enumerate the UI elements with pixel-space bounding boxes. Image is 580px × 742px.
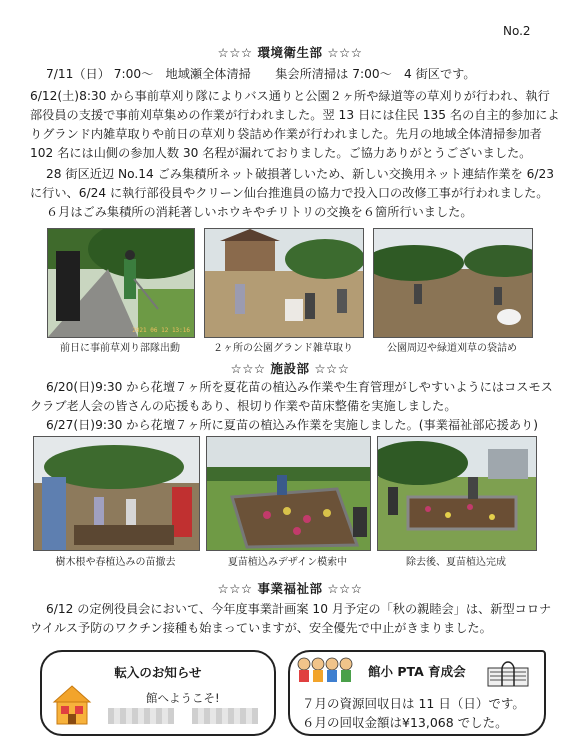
environment-paragraph-3: ６月はごみ集積所の消耗著しいホウキやチリトリの交換を６箇所行いました。 <box>46 205 473 219</box>
welfare-paragraph: 6/12 の定例役員会において、今年度事業計画案 10 月予定の「秋の親睦会」は、新型コロナウイルス予防のワクチン接種も始まっていますが、安全優先で中止がきまりました。 <box>30 602 552 635</box>
environment-paragraph-1: 6/12(土)8:30 から事前草刈り隊によりバス通りと公園２ヶ所や緑道等の草刈りが行われ、執行部役員の支援で事前刈草集めの作業が行われました。翌 13 日には住民 135 名の自主的参加によりグランド内雑草取りや前日の草刈り袋詰め作業が行われました。先月の地域全体清掃参加者 102 名には山側の参加人数 30 名程が漏れておりました。ご協力ありがとうございました。 <box>30 89 560 160</box>
photo-caption: 公園周辺や緑道刈草の袋詰め <box>387 343 517 354</box>
environment-schedule: 7/11（日） 7:00～ 地域瀬全体清掃 集会所清掃は 7:00～ 4 街区です。 <box>46 67 476 81</box>
page-number: No.2 <box>503 24 531 38</box>
photo-grass-cutting <box>47 228 195 338</box>
welfare-heading: ☆☆☆ 事業福祉部 ☆☆☆ <box>217 581 363 596</box>
welcome-text: 館へようこそ! <box>146 691 220 705</box>
notice-box <box>40 650 276 736</box>
pta-collection-date: ７月の資源回収日は 11 日（日）です。 <box>302 696 525 711</box>
notice-title: 転入のお知らせ <box>114 665 202 680</box>
environment-paragraph-2: 28 街区近辺 No.14 ごみ集積所ネット破損著しいため、新しい交換用ネット連結作業を 6/23 に行い、6/24 に執行部役員やクリーン仙台推進員の協力で投入口の改修工事が行われました。 <box>30 167 555 200</box>
pta-title: 館小 PTA 育成会 <box>368 664 466 679</box>
children-icon <box>296 656 354 686</box>
photo-timestamp: 2021 06 12 13:16 <box>132 327 190 334</box>
photo-planting-complete <box>377 436 537 551</box>
photo-caption: ２ヶ所の公園グランド雑草取り <box>213 343 353 354</box>
photo-bagging-grass <box>373 228 533 338</box>
facilities-heading: ☆☆☆ 施設部 ☆☆☆ <box>230 361 350 376</box>
facilities-paragraph-1: 6/20(日)9:30 から花壇７ヶ所を夏花苗の植込み作業や生育管理がしやすいようにはコスモスクラブ老人会の皆さんの応援もあり、根切り作業や苗床整備を実施しました。 <box>30 380 553 413</box>
redacted-name <box>192 708 258 724</box>
photo-caption: 樹木根や春植込みの苗撤去 <box>55 557 176 568</box>
photo-planting-design <box>206 436 371 551</box>
redacted-name <box>108 708 174 724</box>
facilities-paragraph-2: 6/27(日)9:30 から花壇７ヶ所に夏苗の植込み作業を実施しました。(事業福祉部応援あり) <box>46 418 539 432</box>
pta-collection-amount: ６月の回収金額は¥13,068 でした。 <box>302 715 508 730</box>
photo-caption: 夏苗植込みデザイン模索中 <box>227 557 348 568</box>
pta-box <box>288 650 546 736</box>
photo-removing-roots <box>33 436 200 551</box>
photo-caption: 除去後、夏苗植込完成 <box>406 557 506 568</box>
environment-heading: ☆☆☆ 環境衛生部 ☆☆☆ <box>217 45 363 60</box>
house-icon <box>52 684 92 726</box>
newspaper-bundle-icon <box>486 658 530 688</box>
photo-caption: 前日に事前草刈り部隊出動 <box>60 343 180 354</box>
photo-park-weeding <box>204 228 364 338</box>
